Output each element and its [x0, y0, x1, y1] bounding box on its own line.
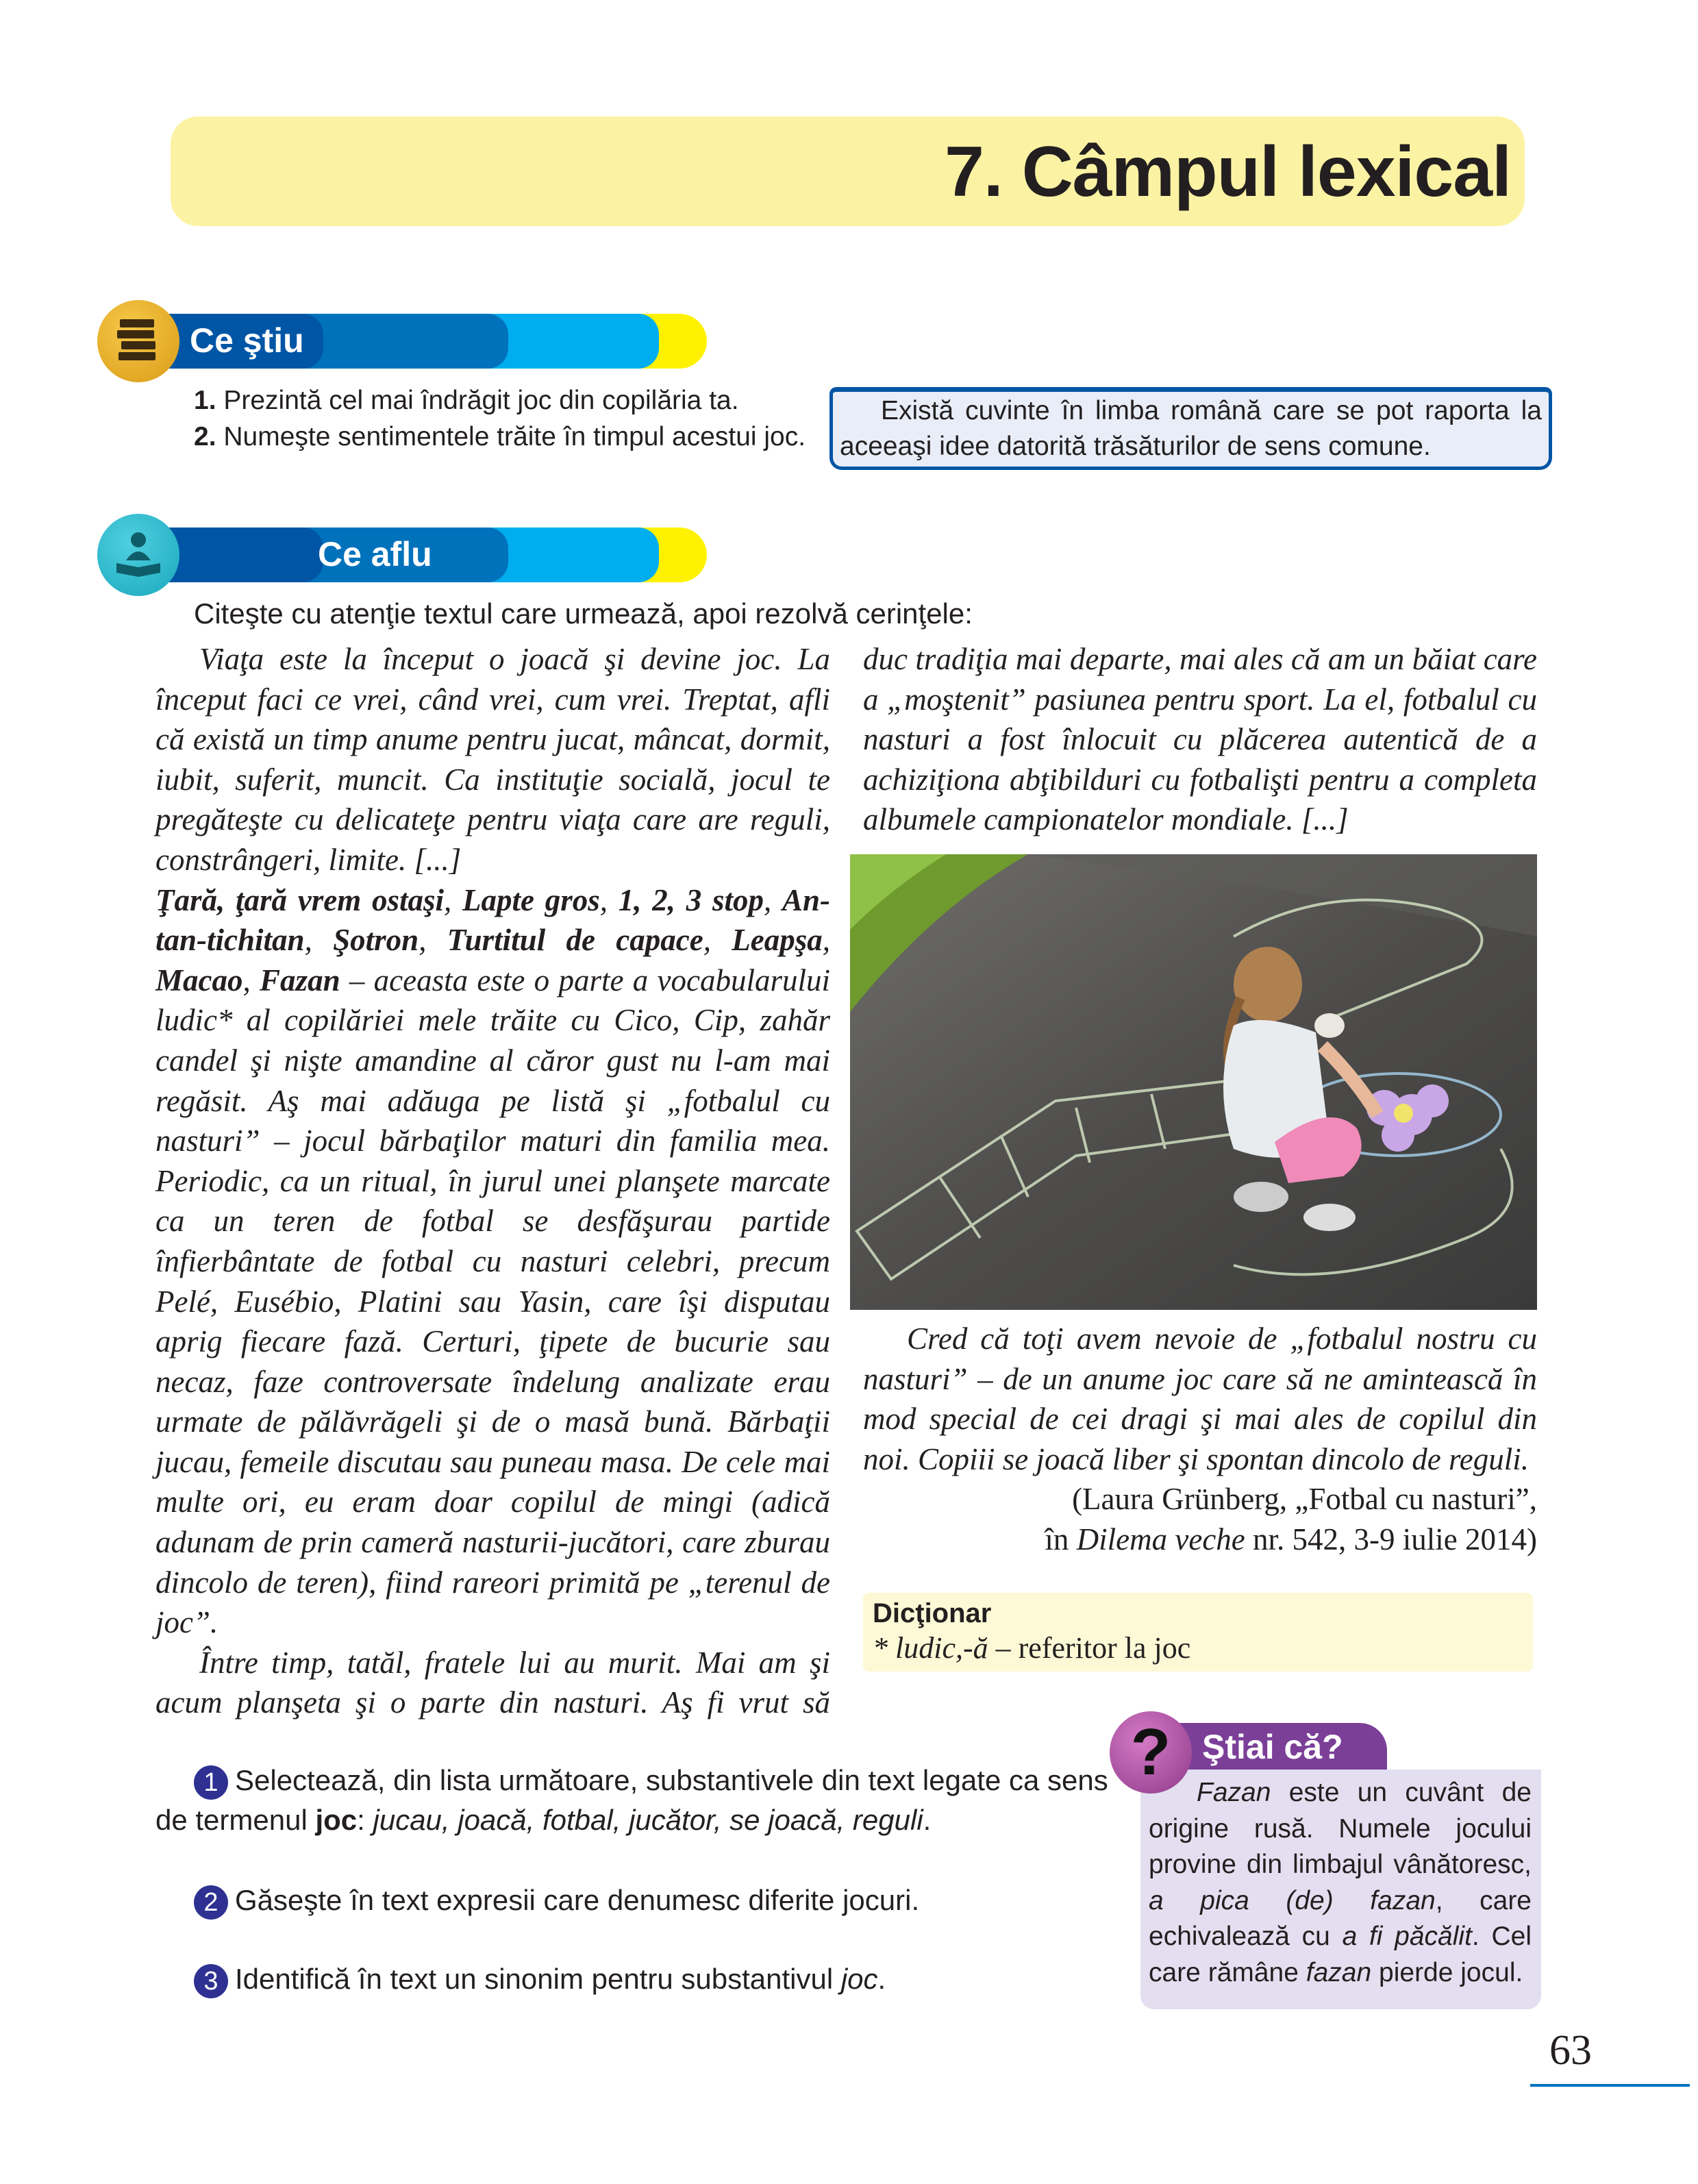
- text-segment: ,: [419, 923, 447, 958]
- paragraph: Între timp, tatăl, fratele lui au murit. Mai am şi acum planşeta şi o parte din nasturi. Aş fi vrut să: [155, 1645, 830, 1720]
- bold-term: Turtitul de capace: [447, 923, 703, 958]
- text-segment: , care echivalează cu: [1149, 1885, 1532, 1951]
- question-mark-icon: ?: [1110, 1711, 1192, 1794]
- paragraph: Viaţa este la început o joacă şi devine joc. La început faci ce vrei, când vrei, cum vrei. Treptat, afli că există un timp anume pentru jucat, mâncat, dormit, iubit, suferit, muncit. Ca instituţie socială, jocul te pregăteşte cu delicateţe pentru viaţa care are reguli, constrângeri, limite. [...]: [155, 642, 830, 877]
- bold-term: Ţară, ţară vrem ostaşi: [155, 882, 444, 917]
- text-segment: .: [923, 1804, 932, 1836]
- ce-aflu-banner: [97, 528, 679, 582]
- task-number: 2: [194, 1885, 228, 1920]
- stiai-ca-box: [1140, 1770, 1541, 2009]
- text-segment: . Cel care rămâne: [1149, 1922, 1532, 1987]
- dictionary-entry: * ludic,-ă – referitor la joc: [873, 1631, 1191, 1665]
- task-3: [155, 1959, 1128, 1999]
- text-segment: :: [357, 1804, 373, 1836]
- definition-text: Există cuvinte în limba română care se pot raporta la aceeaşi idee datorită trăsăturilor de sens comune.: [840, 396, 1542, 461]
- text-segment: Găseşte în text expresii care denumesc diferite jocuri.: [235, 1884, 920, 1916]
- reading-instruction: Citeşte cu atenţie textul care urmează, apoi rezolvă cerinţele:: [194, 597, 973, 630]
- ce-stiu-questions: [194, 382, 806, 455]
- text-segment: Identifică în text un sinonim pentru substantivul: [235, 1963, 841, 1995]
- text-segment: ,: [444, 882, 462, 917]
- text-segment: .: [877, 1963, 886, 1995]
- citation-line: în Dilema veche nr. 542, 3-9 iulie 2014): [1045, 1522, 1537, 1556]
- text-column-right-bottom: [863, 1319, 1537, 1560]
- bold-term: Şotron: [333, 923, 419, 958]
- text-segment: ,: [304, 923, 334, 958]
- text-segment: ,: [822, 923, 831, 958]
- paragraph: Cred că toţi avem nevoie de „fotbalul nostru cu nasturi” – de un anume joc care să ne amintească în mod special de cei dragi şi mai ales de copilul din noi. Copiii se joacă liber şi spontan dincolo de reguli.: [863, 1321, 1537, 1476]
- text-column-right: [863, 639, 1537, 840]
- chapter-title: 7. Câmpul lexical: [945, 132, 1511, 212]
- dictionary-heading: Dicţionar: [873, 1598, 992, 1628]
- page-number-rule: [1530, 2084, 1690, 2087]
- text-segment: ,: [703, 923, 732, 958]
- chapter-title-bar: [171, 116, 1525, 226]
- text-column-left: [155, 639, 830, 1723]
- question-item: 1. Prezintă cel mai îndrăgit joc din copilăria ta.: [194, 386, 739, 415]
- task-1: [155, 1761, 1128, 1840]
- stiai-ca-label: Ştiai că?: [1202, 1728, 1343, 1766]
- ce-aflu-label: Ce aflu: [318, 535, 432, 573]
- page-number: 63: [1549, 2027, 1592, 2074]
- question-item: 2. Numeşte sentimentele trăite în timpul acestui joc.: [194, 422, 806, 451]
- bold-term: Leapşa: [732, 923, 823, 958]
- stiai-ca-text: [1149, 1775, 1532, 1991]
- italic-term: a pica (de) fazan: [1149, 1885, 1436, 1915]
- text-segment: ,: [242, 963, 260, 997]
- bold-term: An-tan-tichitan: [155, 882, 831, 958]
- reader-icon: [97, 514, 179, 596]
- text-segment: ,: [763, 882, 782, 917]
- text-segment: pierde jocul.: [1371, 1957, 1523, 1987]
- bold-term: Lapte gros: [462, 882, 600, 917]
- text-segment: este un cuvânt de origine rusă. Numele jocului provine din limbajul vânătoresc,: [1149, 1778, 1532, 1879]
- stiai-ca-header: [1164, 1723, 1387, 1772]
- text-segment: Selectează, din lista următoare, substantivele din text legate ca sens de termenul: [155, 1764, 1108, 1836]
- task-2: [155, 1881, 1128, 1920]
- dictionary-box: [863, 1593, 1533, 1672]
- bold-term: joc: [315, 1804, 358, 1836]
- definition-box: [829, 387, 1552, 470]
- photo-girl-drawing-hopscotch: [850, 854, 1537, 1310]
- text-segment: ,: [599, 882, 619, 917]
- paragraph: duc tradiţia mai departe, mai ales că am un băiat care a „moştenit” pasiunea pentru sport. La el, fotbalul cu nasturi a fost înlocuit cu plăcerea autentică de a achiziţiona abţibilduri cu fotbalişti pentru a completa albumele campionatelor mondiale. [...]: [863, 642, 1537, 837]
- books-icon: [97, 300, 179, 382]
- task-number: 1: [194, 1765, 228, 1800]
- italic-term: jucau, joacă, fotbal, jucător, se joacă, reguli: [373, 1804, 923, 1836]
- italic-term: a fi păcălit: [1342, 1922, 1472, 1951]
- bold-term: Macao: [155, 963, 243, 997]
- italic-term: joc: [840, 1963, 878, 1995]
- italic-term: fazan: [1306, 1957, 1372, 1987]
- paragraph-games: [155, 880, 830, 1643]
- task-number: 3: [194, 1964, 228, 1998]
- italic-term: Fazan: [1197, 1778, 1271, 1807]
- ce-stiu-label: Ce ştiu: [190, 321, 304, 360]
- citation-line: (Laura Grünberg, „Fotbal cu nasturi”,: [1072, 1482, 1537, 1517]
- ce-stiu-banner: [97, 314, 679, 369]
- bold-term: 1, 2, 3 stop: [618, 882, 764, 917]
- bold-term: Fazan: [260, 963, 340, 997]
- text-segment: – aceasta este o parte a vocabularului ludic* al copilăriei mele trăite cu Cico, Cip, zahăr candel şi nişte amandine al căror gust nu l-am mai regăsit. Aş mai adăuga pe listă şi „fotbalul cu nasturi” – jocul bărbaţilor maturi din familia mea. Periodic, ca un ritual, în jurul unei planşete marcate ca un teren de fotbal se desfăşurau partide înfierbântate de fotbal cu nasturi celebri, precum Pelé, Eusébio, Platini sau Yasin, care îşi disputau aprig fiecare fază. Certuri, ţipete de bucurie sau necaz, faze controversate îndelung analizate erau urmate de pălăvrăgeli şi de o masă bună. Bărbaţii jucau, femeile discutau sau puneau masa. De cele mai multe ori, eu eram doar copilul de mingi (adică adunam de prin cameră nasturii-jucători, care zburau dincolo de teren), fiind rareori primită pe „terenul de joc”.: [155, 963, 830, 1640]
